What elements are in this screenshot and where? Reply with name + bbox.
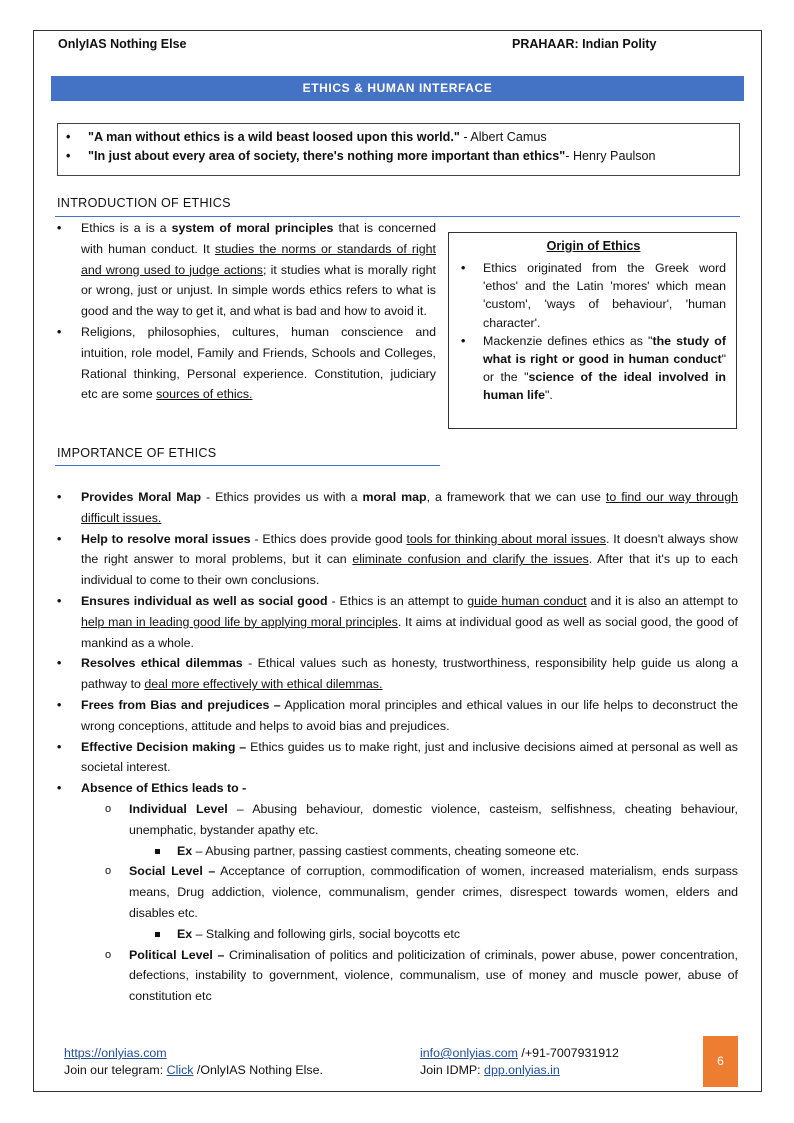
importance-dilemmas: • Resolves ethical dilemmas - Ethical values such as honesty, trustworthiness, responsibility help guide us along a pathway to deal more effectively with ethical dilemmas. [57,653,738,695]
header-left: OnlyIAS Nothing Else [58,37,187,51]
absence-political-level: o Political Level – Criminalisation of politics and politicization of criminals, power abuse, power concentration, defections, instability to government, violence, communalism, use of money and muscle power, abuse of constitution etc [129,945,738,1007]
importance-bias: • Frees from Bias and prejudices – Application moral principles and ethical values in our life helps to deconstruct the wrong conceptions, attitude and helps to avoid bias and prejudices. [57,695,738,737]
importance-moral-issues: • Help to resolve moral issues - Ethics does provide good tools for thinking about moral issues. It doesn't always show the right answer to moral problems, but it can eliminate confusion and clarify the issues. After that it's up to each individual to come to their own conclusions. [57,529,738,591]
intro-point-sources: • Religions, philosophies, cultures, human conscience and intuition, role model, Family and Friends, Schools and Colleges, Rational thinking, Personal experience. Constitution, judiciary etc are some sources of ethics. [57,322,436,405]
importance-social-good: • Ensures individual as well as social good - Ethics is an attempt to guide human conduct and it is also an attempt to help man in leading good life by applying moral principles. It aims at individual good as well as social good, the good of mankind as a whole. [57,591,738,653]
intro-rule [55,216,740,217]
quote-camus: • "A man without ethics is a wild beast loosed upon this world." - Albert Camus [88,128,729,147]
absence-individual-level: o Individual Level – Abusing behaviour, domestic violence, casteism, selfishness, cheating behaviour, unemphatic, bystander apathy etc. Ex – Abusing partner, passing castiest comments, cheating someone etc. [129,799,738,861]
absence-social-level: o Social Level – Acceptance of corruption, commodification of women, increased materialism, ends surpass means, Drug addiction, violence, communalism, gender crimes, disrespect towards women, elders and disables etc. Ex – Stalking and following girls, social boycotts etc [129,861,738,944]
section-banner: ETHICS & HUMAN INTERFACE [51,76,744,101]
header-right: PRAHAAR: Indian Polity [512,37,657,51]
footer-left: https://onlyias.com Join our telegram: Click /OnlyIAS Nothing Else. [64,1046,323,1077]
intro-heading: INTRODUCTION OF ETHICS [57,196,231,210]
intro-point-definition: • Ethics is a is a system of moral principles that is concerned with human conduct. It studies the norms or standards of right and wrong used to judge actions; it studies what is morally right or wrong, just or unjust. In simple words ethics refers to what is good and the way to get it, and what is bad and how to avoid it. [57,218,436,322]
quote-paulson: • "In just about every area of society, there's nothing more important than ethics"- Henry Paulson [88,147,729,166]
importance-list [57,487,738,1007]
website-link[interactable]: https://onlyias.com [64,1046,167,1060]
origin-point-mackenzie: • Mackenzie defines ethics as "the study of what is right or good in human conduct" or the "science of the ideal involved in human life". [461,332,726,405]
importance-moral-map: • Provides Moral Map - Ethics provides us with a moral map, a framework that we can use to find our way through difficult issues. [57,487,738,529]
telegram-link[interactable]: Click [166,1063,194,1077]
origin-title: Origin of Ethics [546,239,641,253]
importance-heading: IMPORTANCE OF ETHICS [57,446,217,460]
intro-column [57,218,436,405]
origin-box [448,232,737,429]
importance-absence: • Absence of Ethics leads to - o Individual Level – Abusing behaviour, domestic violence, casteism, selfishness, cheating behaviour, unemphatic, bystander apathy etc. Ex – Abusing partner, passing castiest comments, cheating someone etc. o Social Level – Acceptance of corruption, commodification of women, increased materialism, ends surpass means, Drug addiction, violence, communalism, gender crimes, disrespect towards women, elders and disables etc. Ex – Stalking and following girls, social boycotts etc o Political Level – Criminalisation of politics and politicization of criminals, power abuse, power concentration, defections, instability to government, violence, communalism, use of money and muscle power, abuse of constitution etc [57,778,738,1007]
importance-rule [55,465,440,466]
idmp-link[interactable]: dpp.onlyias.in [484,1063,560,1077]
absence-individual-example: Ex – Abusing partner, passing castiest comments, cheating someone etc. [177,841,738,862]
footer-right: info@onlyias.com /+91-7007931912 Join IDMP: dpp.onlyias.in [420,1046,619,1077]
quotes-box [57,123,740,176]
email-link[interactable]: info@onlyias.com [420,1046,518,1060]
origin-point-etymology: • Ethics originated from the Greek word 'ethos' and the Latin 'mores' which mean 'custom', 'ways of behaviour', 'human character'. [461,259,726,332]
page-number: 6 [703,1036,738,1087]
absence-social-example: Ex – Stalking and following girls, social boycotts etc [177,924,738,945]
importance-decision: • Effective Decision making – Ethics guides us to make right, just and inclusive decisions aimed at personal as well as societal interest. [57,737,738,779]
